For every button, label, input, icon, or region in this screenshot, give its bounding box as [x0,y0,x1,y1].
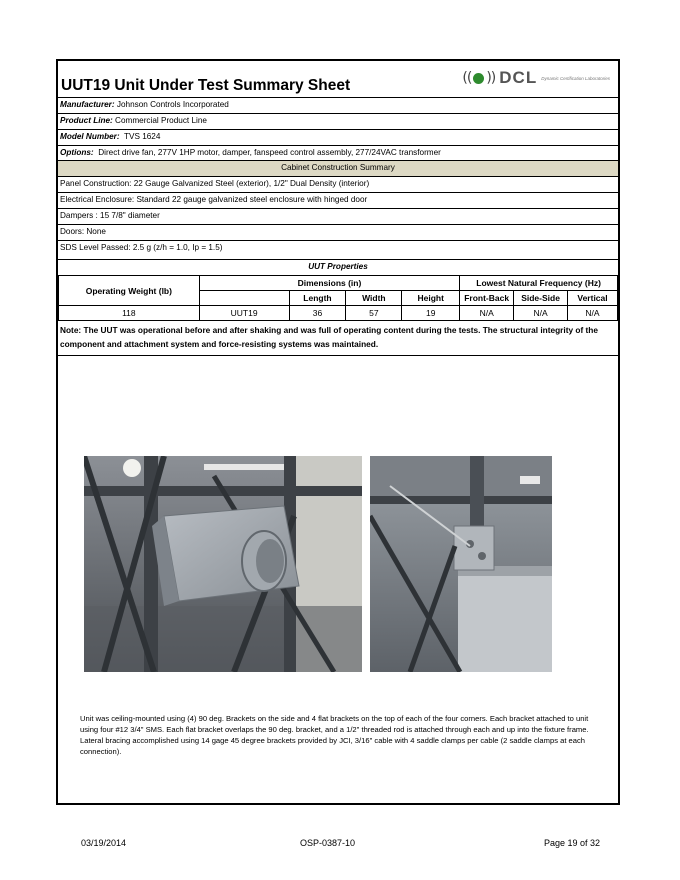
panel-construction: Panel Construction: 22 Gauge Galvanized Steel (exterior), 1/2" Dual Density (interior) [58,176,618,192]
weight-header: Operating Weight (lb) [59,276,200,306]
summary-sheet [56,59,620,805]
uut-properties-table [58,275,618,321]
manufacturer-value: Johnson Controls Incorporated [116,100,229,109]
weight-value: 118 [59,306,200,321]
length-header: Length [289,291,346,306]
height-value: 19 [402,306,460,321]
dimensions-header: Dimensions (in) [199,276,460,291]
width-value: 57 [346,306,402,321]
unit-mounted-photo-image [84,456,362,672]
model-value: TVS 1624 [124,132,161,141]
footer-doc-id: OSP-0387-10 [300,838,356,848]
bracket-closeup-photo [370,456,552,672]
mounting-caption: Unit was ceiling-mounted using (4) 90 deg. Brackets on the side and 4 flat brackets on the top of each of the four corners. Each bracket attached to unit using four #12 3/4" SMS. Each flat bracket overlaps the 90 deg. bracket, and a 1/2" threaded rod is attached through each and up into the fixture frame. Lateral bracing accomplished using 14 gage 45 degree brackets provided by JCI, 3/16" cable with 4 saddle clamps per cable (2 saddle clamps at each connection). [80,714,589,756]
vertical-value: N/A [568,306,618,321]
dampers: Dampers : 15 7/8" diameter [58,208,618,224]
footer-page-number: Page 19 of 32 [544,838,601,848]
page-title: UUT19 Unit Under Test Summary Sheet [61,77,351,94]
divider [58,355,618,356]
unit-mounted-photo [84,456,362,672]
manufacturer-label: Manufacturer: [60,100,115,109]
signal-waves-icon: (( [462,70,472,86]
blank-subheader [199,291,289,306]
model-label: Model Number: [60,132,120,141]
product-line-row [58,113,618,129]
doors: Doors: None [58,224,618,240]
sds-level: SDS Level Passed: 2.5 g (z/h = 1.0, Ip = 1.5) [58,240,618,259]
manufacturer-row [58,97,618,113]
unit-value: UUT19 [199,306,289,321]
model-row [58,129,618,145]
length-value: 36 [289,306,346,321]
bracket-closeup-photo-image [370,456,552,672]
footer-date: 03/19/2014 [81,838,127,848]
uut-properties-heading: UUT Properties [58,259,618,275]
width-header: Width [346,291,402,306]
logo-text: DCL [499,68,538,87]
vertical-header: Vertical [568,291,618,306]
table-row [59,306,618,321]
options-row [58,145,618,160]
frequency-header: Lowest Natural Frequency (Hz) [460,276,618,291]
product-line-value: Commercial Product Line [115,116,207,125]
green-dot-icon [473,73,484,84]
front-back-value: N/A [460,306,514,321]
front-back-header: Front-Back [460,291,514,306]
sheet-header [58,61,618,97]
side-side-value: N/A [514,306,568,321]
options-label: Options: [60,148,94,157]
cabinet-heading: Cabinet Construction Summary [58,160,618,176]
electrical-enclosure: Electrical Enclosure: Standard 22 gauge galvanized steel enclosure with hinged door [58,192,618,208]
logo-subtitle: Dynamic Certification Laboratories [541,75,610,81]
side-side-header: Side-Side [514,291,568,306]
product-line-label: Product Line: [60,116,113,125]
options-value: Direct drive fan, 277V 1HP motor, damper, fanspeed control assembly, 277/24VAC transformer [98,148,441,157]
operational-note: Note: The UUT was operational before and after shaking and was full of operating content during the tests. The structural integrity of the component and attachment system and force-resisting systems was maintained. [60,325,598,349]
height-header: Height [402,291,460,306]
signal-waves-right-icon: )) [486,70,496,86]
dcl-logo [462,65,610,91]
